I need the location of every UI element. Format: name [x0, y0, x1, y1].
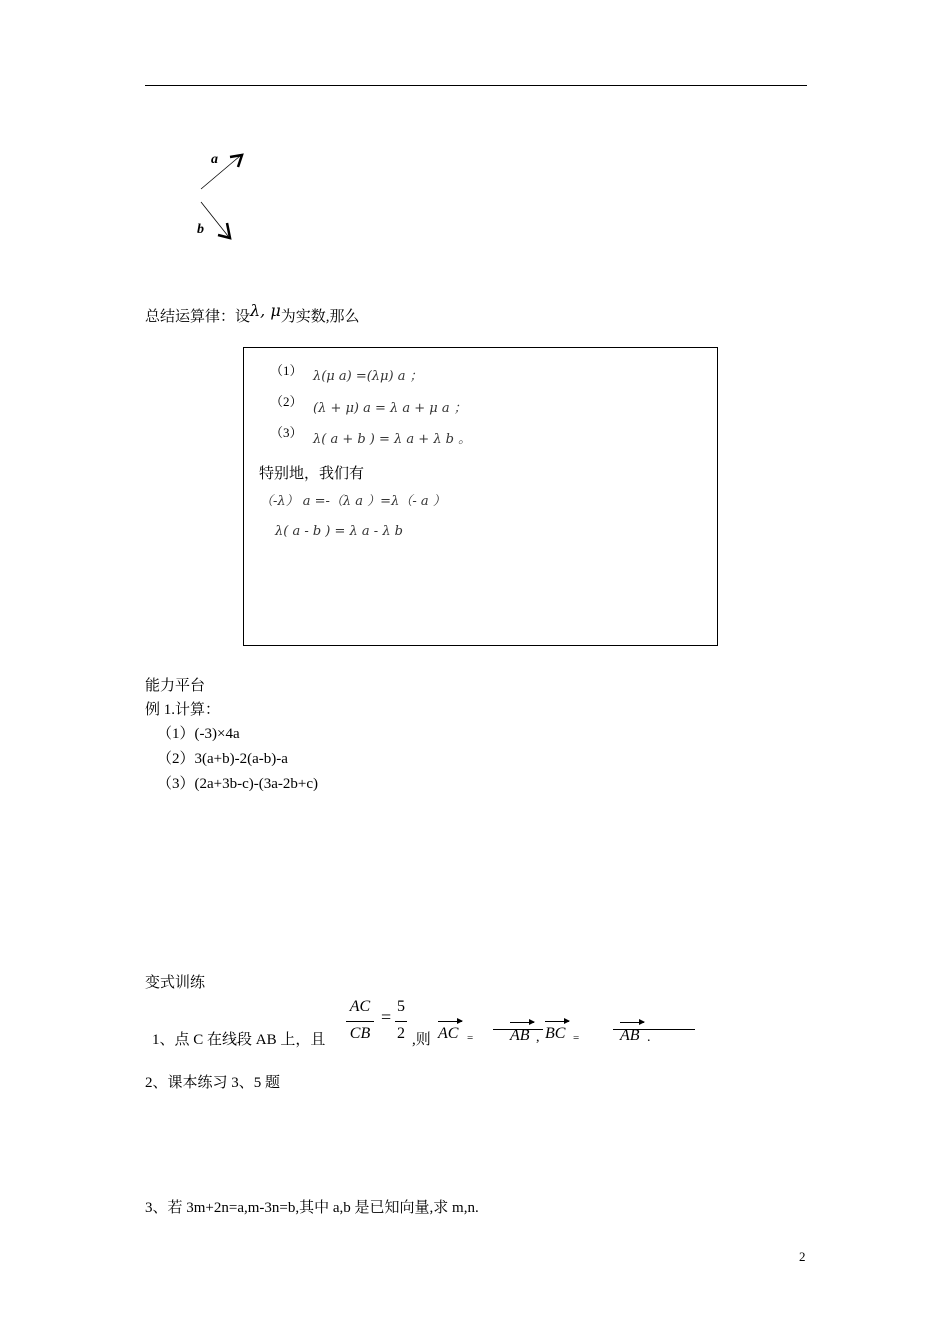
law-1-formula: λ(μ a) =(λμ) a ；	[313, 369, 423, 384]
vector-ac-arrow	[438, 1021, 462, 1022]
header-rule	[145, 85, 807, 86]
vector-a-label: a	[211, 152, 218, 167]
section-heading-variant: 变式训练	[145, 975, 206, 991]
fraction-bar-1	[346, 1021, 374, 1022]
comma: ,	[536, 1030, 540, 1045]
equals-1: =	[467, 1032, 474, 1044]
question-2: 2、课本练习 3、5 题	[145, 1075, 281, 1091]
summary-suffix: 为实数,那么	[280, 309, 360, 325]
example-1-item-2: （2）3(a+b)-2(a-b)-a	[157, 751, 288, 767]
special-formula-1: （-λ） a =-（λ a ）=λ（- a ）	[260, 494, 446, 509]
vector-ac: AC	[438, 1025, 459, 1042]
question-1-then: ,则	[412, 1032, 431, 1048]
fraction-bar-2	[395, 1021, 407, 1022]
fraction-ac-numerator: AC	[349, 998, 371, 1015]
law-2-formula: (λ + μ) a = λ a + μ a ；	[313, 401, 467, 416]
example-1-item-1: （1）(-3)×4a	[157, 726, 240, 742]
section-heading-ability: 能力平台	[145, 678, 206, 694]
question-1-prefix: 1、点 C 在线段 AB 上，且	[152, 1032, 326, 1048]
vector-a-arrowhead	[230, 155, 242, 167]
fraction-2-denominator: 2	[397, 1025, 405, 1042]
vector-ab-2-arrow	[620, 1022, 644, 1023]
vector-bc-arrow	[545, 1021, 569, 1022]
period: .	[647, 1030, 651, 1045]
law-1-number: （1）	[270, 363, 303, 378]
question-3: 3、若 3m+2n=a,m-3n=b,其中 a,b 是已知向量,求 m,n.	[145, 1200, 479, 1216]
vector-ab-2: AB	[620, 1027, 640, 1044]
summary-line	[145, 301, 360, 326]
summary-prefix: 总结运算律：设	[145, 309, 251, 325]
example-1-title: 例 1.计算：	[145, 702, 221, 718]
example-1-item-3: （3）(2a+3b-c)-(3a-2b+c)	[157, 776, 319, 792]
special-formula-2: λ( a - b ) = λ a - λ b	[275, 524, 404, 539]
vector-b-line	[201, 202, 228, 236]
vector-ab-1-arrow	[510, 1022, 534, 1023]
summary-vars: λ, μ	[250, 301, 281, 320]
law-3-number: （3）	[270, 425, 303, 440]
special-heading: 特别地，我们有	[259, 466, 365, 482]
law-2-number: （2）	[270, 394, 303, 409]
fraction-5-numerator: 5	[397, 998, 405, 1015]
vector-ab-1: AB	[510, 1027, 530, 1044]
page-number: 2	[799, 1249, 806, 1264]
vector-b-label: b	[197, 222, 204, 237]
fraction-equals: =	[381, 1007, 392, 1027]
fraction-cb-denominator: CB	[349, 1025, 371, 1042]
vector-bc: BC	[545, 1025, 566, 1042]
vector-a-line	[201, 156, 240, 189]
equals-2: =	[573, 1032, 580, 1044]
law-3-formula: λ( a + b ) = λ a + λ b 。	[313, 432, 472, 447]
